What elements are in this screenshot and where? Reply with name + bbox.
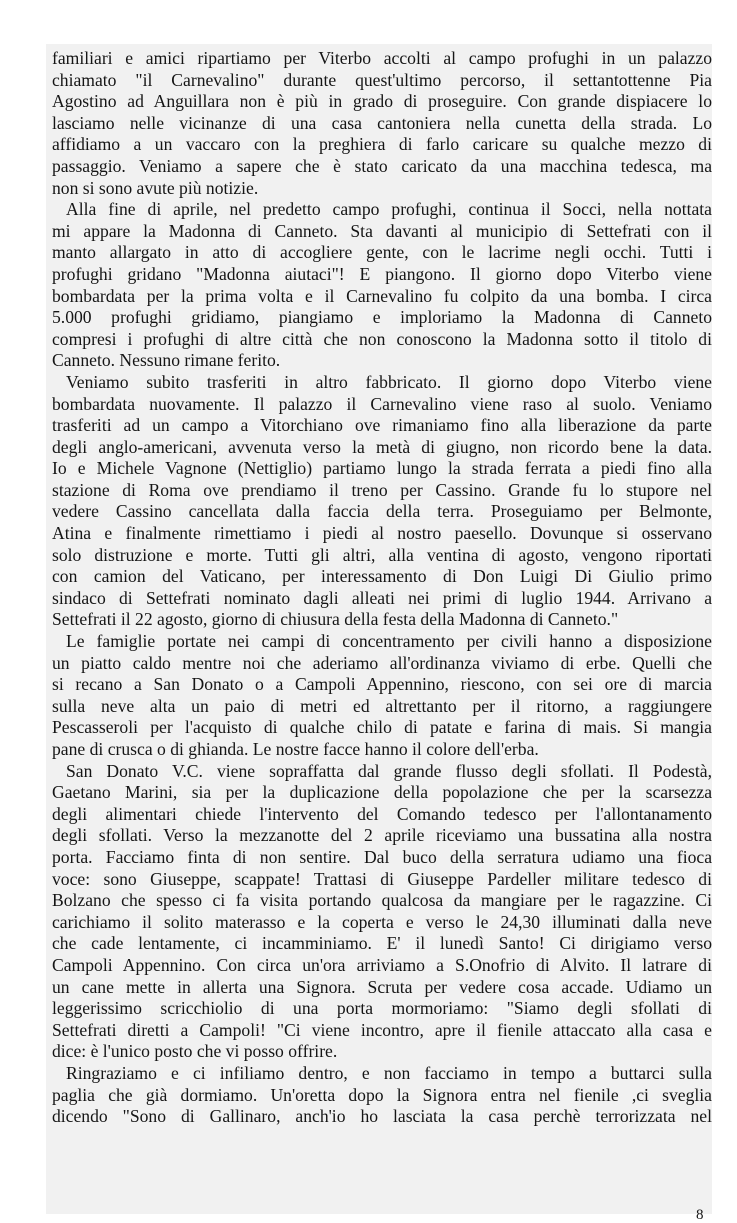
text-line: non si sono avute più notizie. [52,177,259,198]
document-body [52,48,712,1128]
text-line: Gaetano Marini, sia per la duplicazione della popolazione che per la scarsezza [52,782,712,803]
text-line: porta. Facciamo finta di non sentire. Dal buco della serratura udiamo una fioca [52,846,712,867]
text-line: leggerissimo scricchiolio di una porta mormoriamo: "Siamo degli sfollati di [52,998,712,1019]
text-line: con camion del Vaticano, per interessamento di Don Luigi Di Giulio primo [52,566,712,587]
text-line: passaggio. Veniamo a sapere che è stato caricato da una macchina tedesca, ma [52,155,712,176]
text-line: solo distruzione e morte. Tutti gli altri, alla ventina di agosto, vengono riportati [52,544,712,565]
text-line: Veniamo subito trasferiti in altro fabbricato. Il giorno dopo Viterbo viene [66,371,712,392]
text-line: Atina e finalmente rimettiamo i piedi al nostro paesello. Dovunque si osservano [52,523,712,544]
text-line: sulla neve alta un paio di metri ed altrettanto per il ritorno, a raggiungere [52,695,712,716]
text-line: degli sfollati. Verso la mezzanotte del 2 aprile riceviamo una bussatina alla nostra [52,825,712,846]
text-line: profughi gridano "Madonna aiutaci"! E piangono. Il giorno dopo Viterbo viene [52,263,712,284]
text-line: Agostino ad Anguillara non è più in grado di proseguire. Con grande dispiacere lo [52,91,712,112]
text-line: Campoli Appennino. Con circa un'ora arriviamo a S.Onofrio di Alvito. Il latrare di [52,954,712,975]
text-line: stazione di Roma ove prendiamo il treno per Cassino. Grande fu lo stupore nel [52,479,712,500]
text-line: Settefrati il 22 agosto, giorno di chiusura della festa della Madonna di Canneto." [52,609,619,630]
text-line: compresi i profughi di altre città che non conoscono la Madonna sotto il titolo di [52,328,712,349]
text-line: che cade lentamente, ci incamminiamo. E' il lunedì Santo! Ci dirigiamo verso [52,933,712,954]
text-line: Ringraziamo e ci infiliamo dentro, e non facciamo in tempo a buttarci sulla [66,1062,712,1083]
text-line: manto allargato in atto di accogliere gente, con le lacrime negli occhi. Tutti i [52,242,712,263]
text-line: familiari e amici ripartiamo per Viterbo accolti al campo profughi in un palazzo [52,48,712,68]
text-line: sindaco di Settefrati nominato dagli alleati nei primi di luglio 1944. Arrivano a [52,587,712,608]
text-line: Canneto. Nessuno rimane ferito. [52,350,281,371]
page-number: 8 [696,1207,704,1223]
text-line: Settefrati diretti a Campoli! "Ci viene incontro, apre il fienile attaccato alla casa e [52,1019,712,1040]
text-line: degli alimentari chiede l'intervento del Comando tedesco per l'allontanamento [52,803,712,824]
text-line: mi appare la Madonna di Canneto. Sta davanti al municipio di Settefrati con il [52,220,712,241]
text-line: Alla fine di aprile, nel predetto campo profughi, continua il Socci, nella nottata [66,199,712,220]
text-line: vedere Cassino cancellata dalla faccia della terra. Proseguiamo per Belmonte, [52,501,712,522]
text-line: Pescasseroli per l'acquisto di qualche chilo di patate e farina di mais. Si mangia [52,717,712,738]
text-line: trasferiti ad un campo a Vitorchiano ove rimaniamo fino alla liberazione da parte [52,415,712,436]
text-line: degli anglo-americani, avvenuta verso la metà di giugno, non ricordo bene la data. [52,436,712,457]
text-line: affidiamo a un vaccaro con la preghiera di farlo caricare su qualche mezzo di [52,134,712,155]
text-line: bombardata nuovamente. Il palazzo il Carnevalino viene raso al suolo. Veniamo [52,393,712,414]
text-line: lasciamo nelle vicinanze di una casa cantoniera nella cunetta della strada. Lo [52,112,712,133]
text-line: Bolzano che spesso ci fa visita portando qualcosa da mangiare per le ragazzine. Ci [52,890,712,911]
text-line: voce: sono Giuseppe, scappate! Trattasi di Giuseppe Pardeller militare tedesco di [52,868,712,889]
text-line: bombardata per la prima volta e il Carnevalino fu colpito da una bomba. I circa [52,285,712,306]
text-line: Io e Michele Vagnone (Nettiglio) partiamo lungo la strada ferrata a piedi fino alla [52,458,712,479]
text-line: dice: è l'unico posto che vi posso offrire. [52,1041,338,1062]
text-line: un cane mette in allerta una Signora. Scruta per vedere cosa accade. Udiamo un [52,976,712,997]
text-line: pane di crusca o di ghianda. Le nostre facce hanno il colore dell'erba. [52,739,539,759]
text-line: paglia che già dormiamo. Un'oretta dopo la Signora entra nel fienile ,ci sveglia [52,1084,712,1105]
text-line: dicendo "Sono di Gallinaro, anch'io ho lasciata la casa perchè terrorizzata nel [52,1106,712,1127]
text-line: Le famiglie portate nei campi di concentramento per civili hanno a disposizione [66,631,712,652]
text-line: chiamato "il Carnevalino" durante quest'ultimo percorso, il settantottenne Pia [52,69,712,90]
text-line: un piatto caldo mentre noi che aderiamo all'ordinanza viviamo di erbe. Quelli che [52,652,712,673]
text-line: carichiamo il solito materasso e la coperta e verso le 24,30 illuminati dalla neve [52,911,712,932]
text-line: si recano a San Donato o a Campoli Appennino, riescono, con sei ore di marcia [52,674,712,695]
text-line: San Donato V.C. viene sopraffatta dal grande flusso degli sfollati. Il Podestà, [66,760,712,781]
text-line: 5.000 profughi gridiamo, piangiamo e imploriamo la Madonna di Canneto [52,307,712,328]
